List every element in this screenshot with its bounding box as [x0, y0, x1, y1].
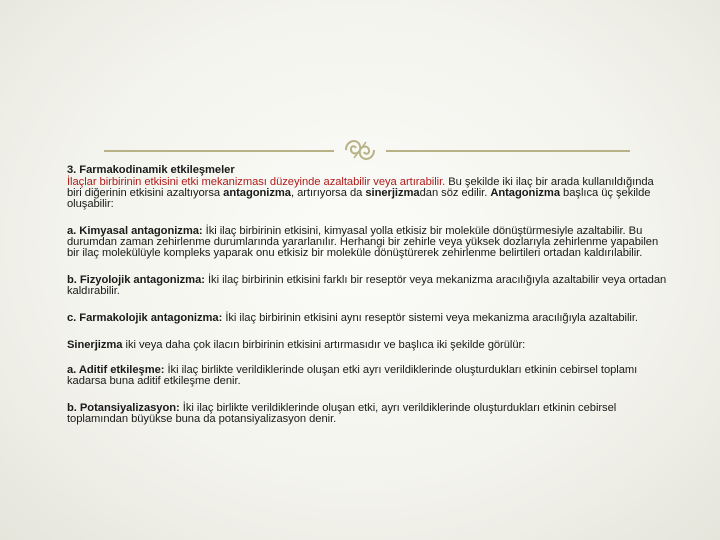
synergy-text: iki veya daha çok ilacın birbirinin etkisini artırmasıdır ve başlıca iki şekilde görülür:: [122, 339, 526, 351]
item-chemical-antagonism: [67, 226, 667, 259]
item-text: İki ilaç birbirinin etkisini aynı reseptör sistemi veya mekanizma aracılığıyla azaltabilir.: [222, 312, 638, 324]
intro-text-1: Bu şekilde iki ilaç bir arada kullanıldığında biri diğerinin etkisini azaltıyorsa: [67, 176, 654, 199]
item-label: b. Fizyolojik antagonizma:: [67, 274, 205, 286]
intro-term-antagonizma: antagonizma: [223, 187, 291, 199]
item-text: İki ilaç birbirinin etkisini farklı bir reseptör veya mekanizma aracılığıyla azaltabilir veya ortadan kaldırabilir.: [67, 274, 667, 297]
item-label: a. Kimyasal antagonizma:: [67, 225, 203, 237]
intro-text-2: , artırıyorsa da: [290, 187, 366, 199]
item-text: İki ilaç birlikte verildiklerinde oluşan etki, ayrı verildiklerinde oluşturdukları etkinin cebirsel toplamından büyükse buna da potansiyalizasyon denir.: [67, 402, 617, 425]
intro-paragraph: [67, 177, 667, 210]
section-heading: 3. Farmakodinamik etkileşmeler: [67, 164, 235, 176]
swirl-ornament-icon: [340, 134, 380, 166]
intro-highlight: İlaçlar birbirinin etkisini etki mekanizması düzeyinde azaltabilir veya artırabilir.: [67, 176, 446, 188]
synergy-label: Sinerjizma: [67, 339, 123, 351]
intro-text-3: dan söz edilir.: [419, 187, 491, 199]
decor-line-right: [386, 150, 630, 152]
item-text: İki ilaç birbirinin etkisini, kimyasal yolla etkisiz bir moleküle dönüştürmesiyle azaltabilir. Bu durumdan zaman zehirlenme durumlarında yararlanılır. Herhangi bir zehirle veya yüksek dozlarıyla zehirlenme yapabilen bir ilaç molekülüyle kompleks yaparak onu etkisiz bir moleküle dönüştürerek zehirlenme belirtileri ortadan kaldırılabilir.: [67, 225, 659, 259]
item-potentiation: [67, 403, 667, 425]
item-label: c. Farmakolojik antagonizma:: [67, 312, 223, 324]
intro-term-antagonizma-2: Antagonizma: [490, 187, 560, 199]
intro-term-sinerjizma: sinerjizma: [365, 187, 420, 199]
synergy-paragraph: [67, 340, 667, 351]
item-pharmacological-antagonism: [67, 313, 667, 324]
slide-content: [67, 165, 667, 441]
item-label: b. Potansiyalizasyon:: [67, 402, 180, 414]
decor-line-left: [104, 150, 334, 152]
item-additive-interaction: [67, 365, 667, 387]
item-text: İki ilaç birlikte verildiklerinde oluşan etki ayrı verildiklerinde oluşturdukları etkinin cebirsel toplamı kadarsa buna aditif etkileşme denir.: [67, 364, 638, 387]
intro-text-4: başlıca üç şekilde oluşabilir:: [67, 187, 651, 210]
item-physiological-antagonism: [67, 275, 667, 297]
item-label: a. Aditif etkileşme:: [67, 364, 165, 376]
